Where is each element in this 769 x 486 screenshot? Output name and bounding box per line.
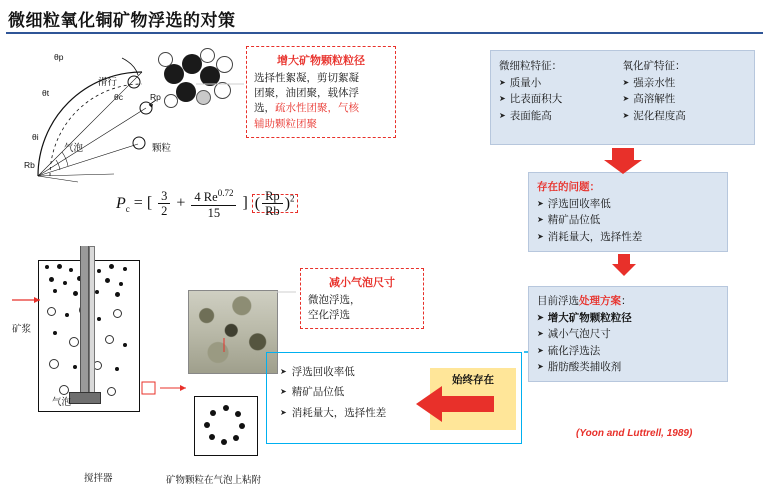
flotation-column-schematic [20,260,170,445]
list-item: ➤ 精矿品位低 [537,212,719,228]
oxide-ore-features [623,58,747,137]
label-attachment: 矿物颗粒在气泡上粘附 [166,475,262,486]
label-bubble: 气泡 [64,143,84,154]
arrow-problems-to-solutions [612,254,636,276]
molecule-cluster [156,46,246,116]
list-item: ➤ 精矿品位低 [280,382,430,402]
attachment-inset [194,396,258,456]
callout-reduce-bubble-size [300,268,424,329]
label-slide: 滑行 [98,77,118,88]
list-item: ➤ 减小气泡尺寸 [537,326,719,342]
formula-equals: = [133,194,143,212]
arrow-features-to-problems [604,148,642,174]
fine-features-heading: 微细粒特征： [499,60,562,72]
column-shaft-inner [89,246,95,398]
label-theta-c: θc [114,92,123,102]
panel-solutions [528,286,728,382]
list-item: ➤ 增大矿物颗粒粒径 [537,310,719,326]
label-theta-i: θi [32,132,39,142]
callout-2-body: 微泡浮选， 空化浮选 [308,294,361,322]
column-shaft [80,246,89,396]
list-item: ➤ 消耗量大，选择性差 [537,229,719,245]
formula-plus: + [176,194,186,212]
solutions-heading: 目前浮选处理方案： [537,295,632,307]
list-item: ➤ 脂肪酸类捕收剂 [537,359,719,375]
list-item: ➤ 浮选回收率低 [537,196,719,212]
label-theta-p: θp [54,52,64,62]
list-item: ➤ 强亲水性 [623,75,747,91]
panel-characteristics [490,50,755,145]
list-item: ➤ 硫化浮选法 [537,343,719,359]
formula-bracket-open: [ [146,194,153,212]
list-item: ➤ 消耗量大，选择性差 [280,403,430,423]
formula-term1: $\frac{3}{2}$ [158,189,170,219]
label-theta-t: θt [42,88,50,98]
list-item: ➤ 比表面积大 [499,91,623,107]
persistent-problems-list [280,362,430,423]
collision-probability-formula [116,188,298,220]
formula-lhs: $P_c$ [116,194,130,214]
impeller [69,392,101,404]
fine-particle-features [499,58,623,137]
formula-ratio-highlight: ( $\frac{Rp}{Rb}$ )$^2$ [252,194,298,213]
list-item: ➤ 泥化程度高 [623,108,747,124]
label-agitator: 搅拌器 [84,473,113,484]
label-Rp: Rp [150,92,161,102]
oxide-features-heading: 氧化矿特征： [622,60,686,72]
formula-term2: $\frac{4 Re^{0.72}}{15}$ [191,188,236,220]
formula-bracket-close: ] [242,194,248,212]
label-particle: 颗粒 [152,143,172,154]
label-pulp: 矿浆 [12,324,32,335]
always-exists-tag [430,368,516,430]
callout-increase-particle-size [246,46,396,138]
list-item: ➤ 浮选回收率低 [280,362,430,382]
problems-heading: 存在的问题： [537,181,600,193]
bubble-particle-photo [188,290,278,374]
callout-1-heading: 增大矿物颗粒粒径 [277,55,365,67]
label-Rb: Rb [24,160,35,170]
label-bubble-2: 气泡 [52,397,72,408]
list-item: ➤ 质量小 [499,75,623,91]
list-item: ➤ 表面能高 [499,108,623,124]
page-title: 微细粒氧化铜矿物浮选的对策 [8,11,236,30]
always-exists-label: 始终存在 [452,374,494,386]
citation: (Yoon and Luttrell, 1989) [576,428,693,439]
title-divider [6,32,763,34]
list-item: ➤ 高溶解性 [623,91,747,107]
callout-2-heading: 减小气泡尺寸 [329,277,395,289]
callout-1-body: 选择性絮凝，剪切絮凝 团聚，油团聚，载体浮 选，疏水性团聚，气核 辅助颗粒团聚 [254,72,359,130]
panel-problems [528,172,728,252]
